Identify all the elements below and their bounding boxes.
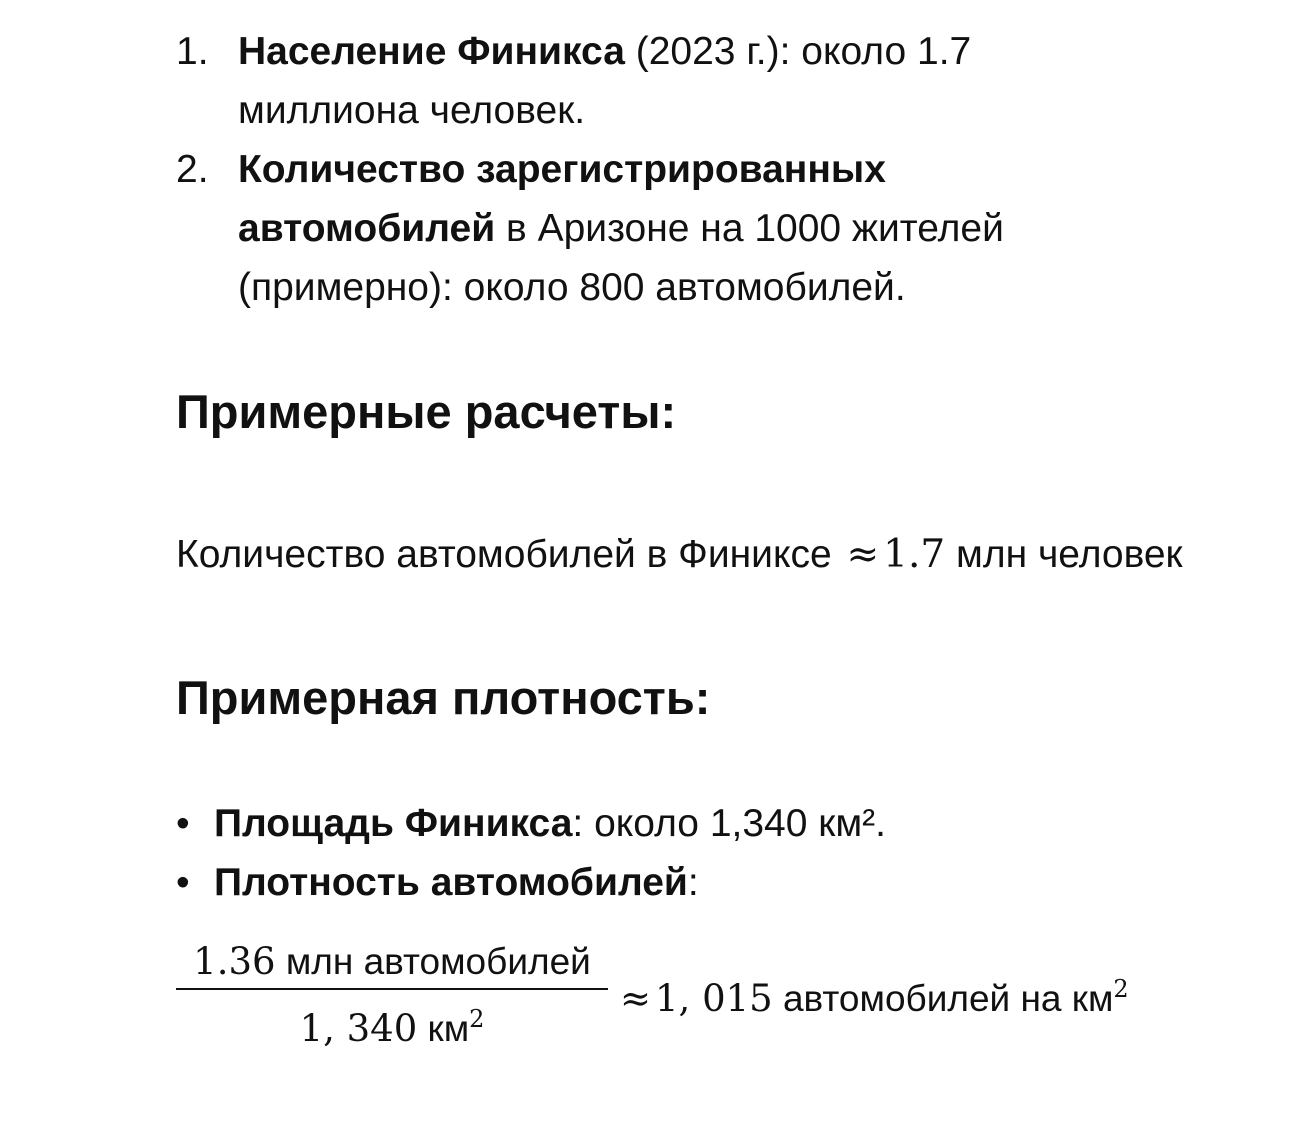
approx-sign: ≈ [620,977,652,1020]
density-bullet-list [176,794,886,912]
equation-label: Количество автомобилей в Финиксе [176,533,832,576]
list-number: 2. [176,148,209,191]
list-item-bold: Плотность автомобилей [214,861,688,904]
list-item-text: в Аризоне на 1000 жителей (примерно): около 800 автомобилей. [238,207,1004,309]
list-item-text: : [687,861,699,904]
numerator-unit: млн автомобилей [285,941,591,982]
list-item-text: (2023 г.): около 1.7 миллиона человек. [238,30,972,132]
list-number: 1. [176,30,209,73]
list-item-bold: Площадь Финикса [214,802,573,845]
section-heading-calculations: Примерные расчеты: [176,385,677,438]
formula-fraction [176,938,608,1050]
equation-unit: млн человек [956,533,1183,576]
denominator-unit: км [427,1008,470,1049]
list-item-body [238,22,1118,140]
bullet-dot: • [176,802,190,845]
facts-numbered-list [176,22,1136,317]
result-unit: автомобилей на км [782,978,1114,1019]
list-item [176,794,886,853]
approx-sign: ≈ [846,532,880,577]
cars-count-equation [176,530,1183,580]
denominator-value: 1, 340 [299,1007,418,1050]
bullet-dot: • [176,861,190,904]
list-item-body [238,140,1118,317]
formula-result [616,964,1129,1024]
list-item-bold: Количество зарегистрированных автомобилей [238,148,886,250]
equation-value: 1.7 [883,532,946,577]
denominator-exponent: 2 [469,1005,485,1033]
list-item-bold: Население Финикса [238,30,625,73]
list-item [176,853,886,912]
result-exponent: 2 [1113,975,1129,1003]
section-heading-density: Примерная плотность: [176,671,711,724]
result-value: 1, 015 [655,977,773,1020]
list-item-text: : около 1,340 км². [572,802,886,845]
list-item [176,22,1136,140]
numerator-value: 1.36 [193,940,276,983]
fraction-numerator [176,938,608,988]
fraction-denominator [176,990,608,1050]
list-item [176,140,1136,317]
